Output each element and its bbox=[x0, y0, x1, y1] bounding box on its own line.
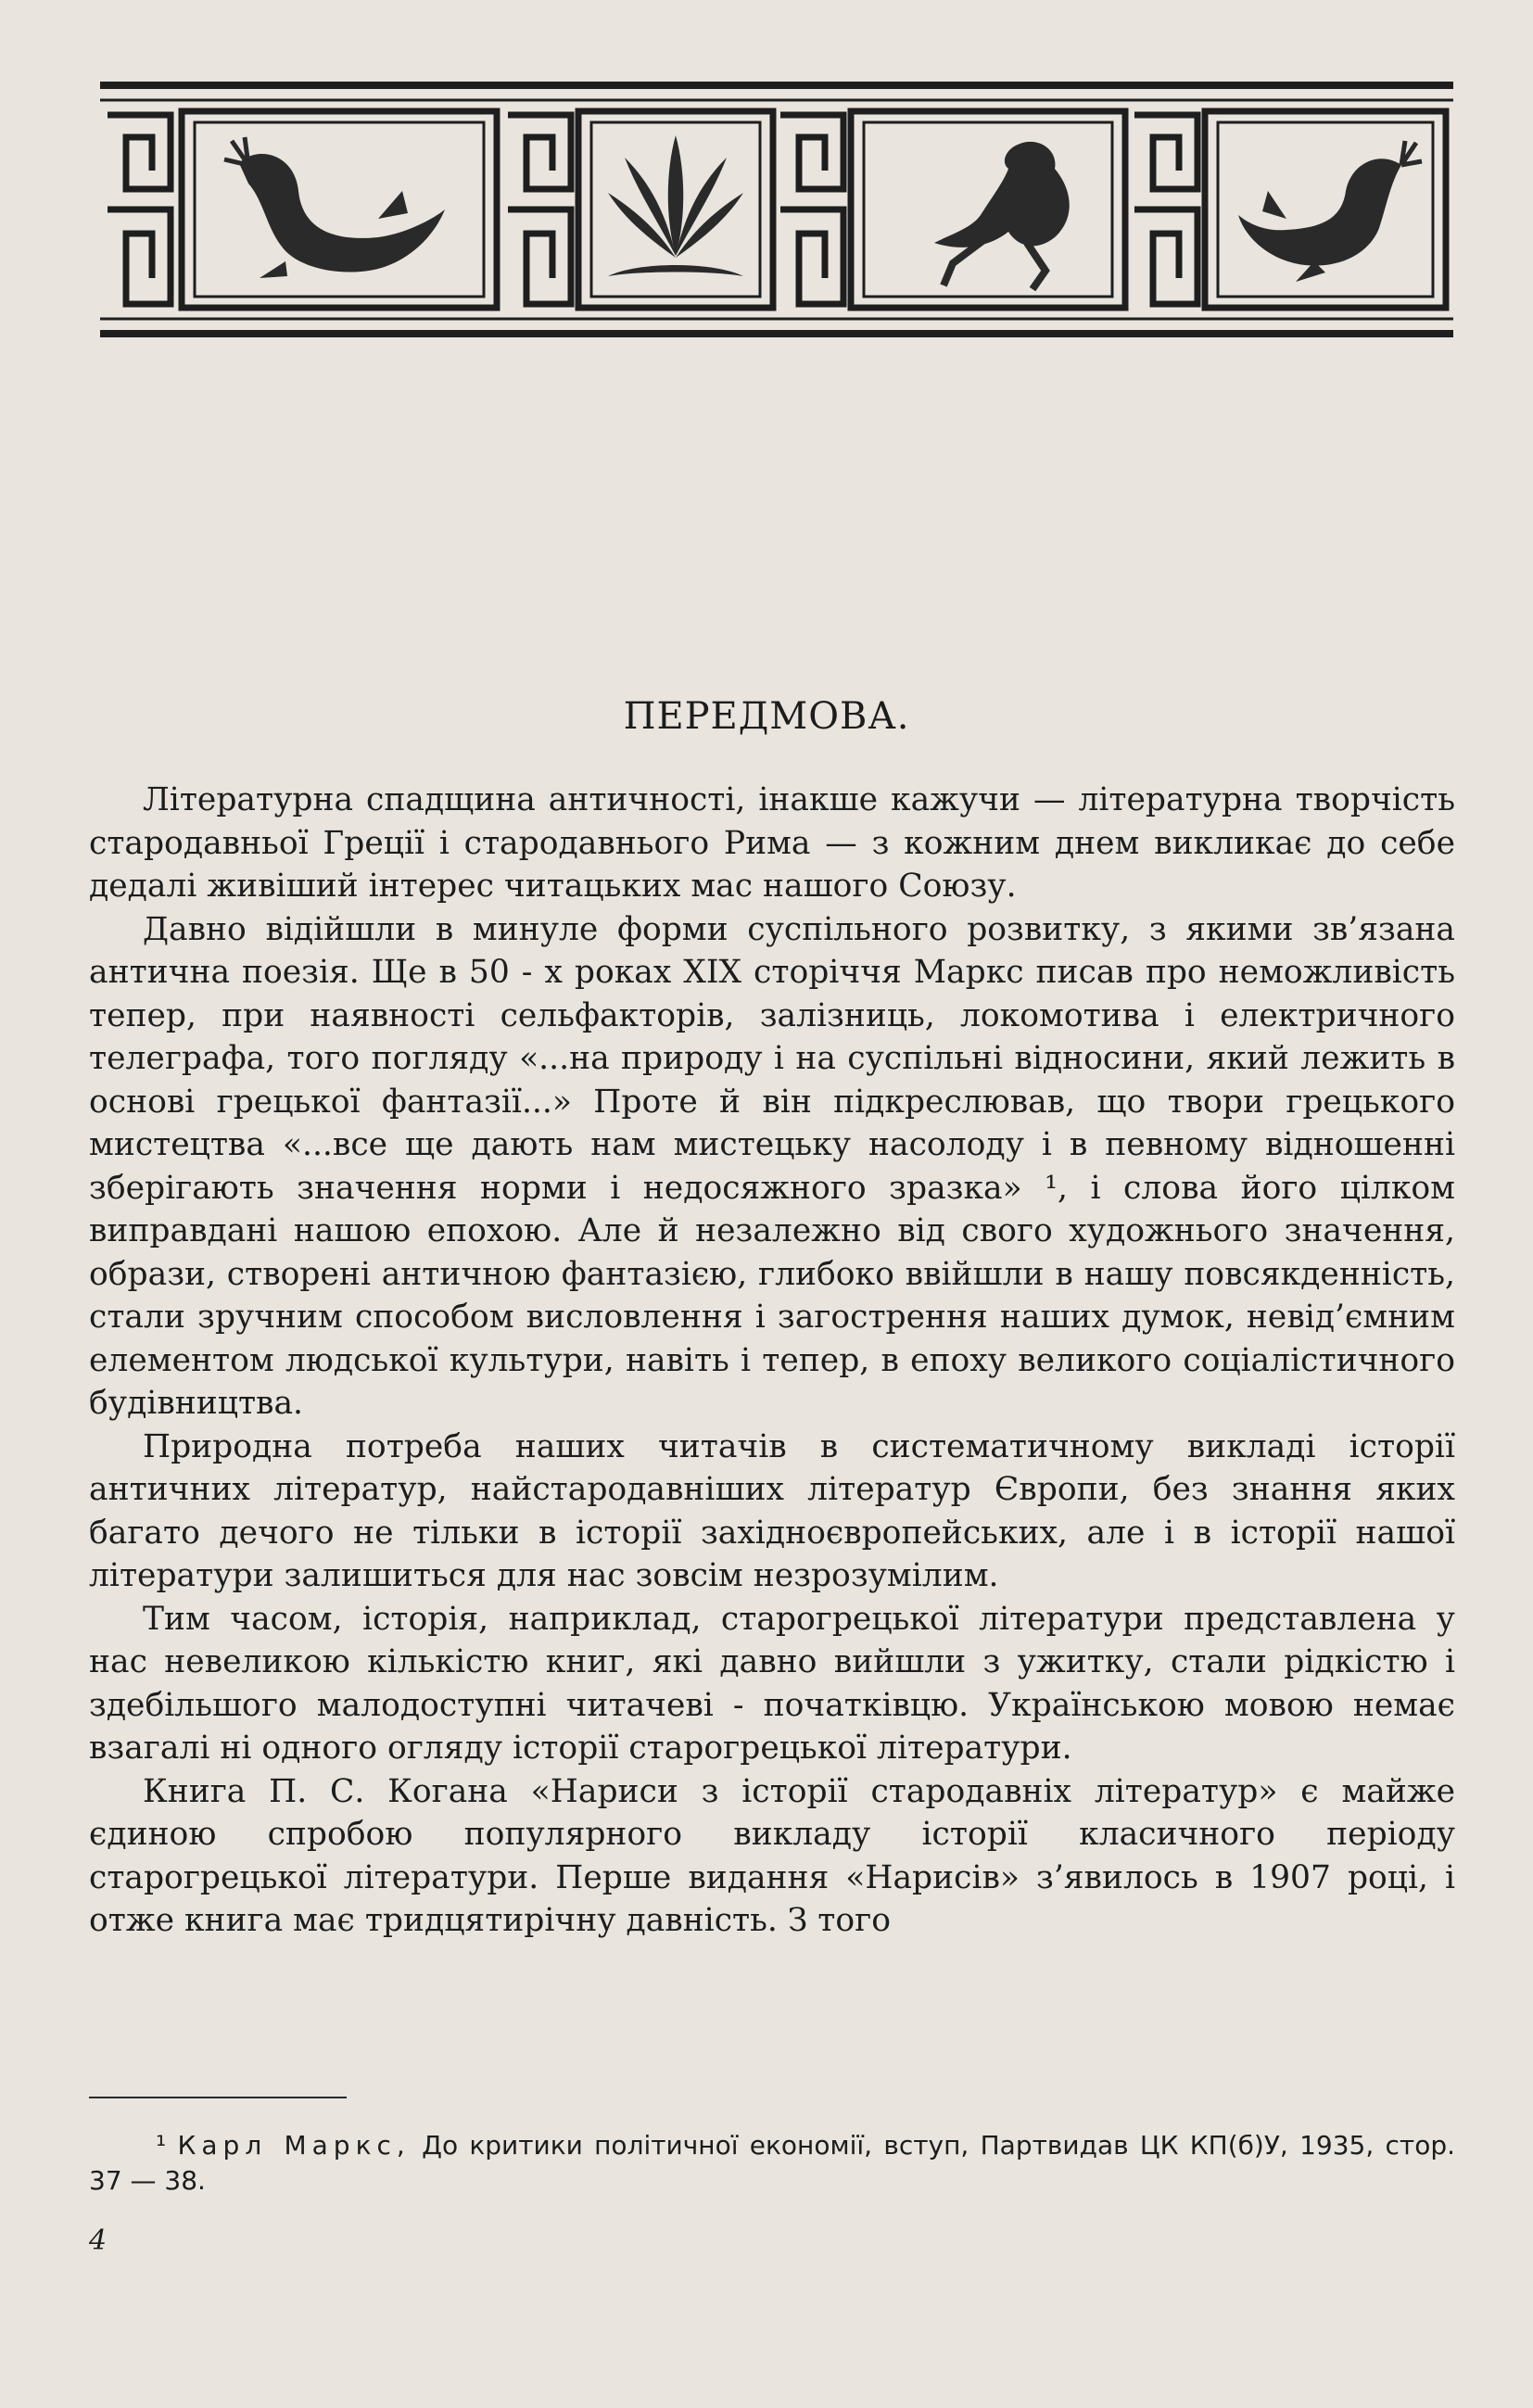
paragraph: Природна потреба наших читачів в систематичному викладі історії античних літератур, найстародавніших літератур Європи, без знання яких багато дечого не тільки в історії західноєвропейських, але і в історії нашої літератури залишиться для нас зовсім незрозумілим. bbox=[89, 1427, 1455, 1594]
hippocamp-figure-icon bbox=[934, 142, 1070, 289]
page-title: ПЕРЕДМОВА. bbox=[623, 695, 910, 738]
meander-pattern-3 bbox=[1134, 115, 1197, 304]
footnote bbox=[89, 2128, 1455, 2199]
footnote-marker: ¹ bbox=[156, 2130, 167, 2161]
page-number: 4 bbox=[89, 2224, 108, 2257]
paragraph: Давно відійшли в минуле форми суспільного розвитку, з якими зв’язана антична поезія. Ще в 50 - х роках XIX сторіччя Маркс писав про неможливість тепер, при наявності сельфакторів, залізниць, локомотива і електричного телеграфа, того погляду «...на природу і на суспільні відносини, який лежить в основі грецької фантазії...» Проте й він підкреслював, що твори грецького мистецтва «...все ще дають нам мистецьку насолоду і в певному відношенні зберігають значення норми і недосяжного зразка» ¹, і слова його цілком виправдані нашою епохою. Але й незалежно від свого художнього значення, образи, створені античною фантазією, глибоко ввійшли в нашу повсякденність, стали зручним способом висловлення і загострення наших думок, невід’ємним елементом людської культури, навіть і тепер, в епоху великого соціалістичного будівництва. bbox=[89, 910, 1455, 1422]
footnote-divider bbox=[89, 2097, 347, 2098]
preface-body bbox=[89, 779, 1455, 1943]
greek-ornament-band bbox=[100, 80, 1453, 339]
meander-pattern-left bbox=[108, 115, 171, 304]
dolphin-figure-icon-2 bbox=[1238, 141, 1422, 282]
dolphin-figure-icon bbox=[224, 137, 445, 278]
footnote-text: До критики політичної економії, вступ, Партвидав ЦК КП(б)У, 1935, стор. 37 — 38. bbox=[89, 2130, 1456, 2196]
paragraph: Тим часом, історія, наприклад, старогрецької літератури представлена у нас невеликою кількістю книг, які давно вийшли з ужитку, стали рідкістю і здебільшого малодоступні читачеві - початківцю. Українською мовою немає взагалі ні одного огляду історії старогрецької літератури. bbox=[89, 1600, 1455, 1767]
meander-pattern-1 bbox=[508, 115, 571, 304]
palmette-ornament-icon bbox=[608, 135, 743, 276]
paragraph: Літературна спадщина античності, інакше кажучи — літературна творчість стародавньої Греції і стародавнього Рима — з кожним днем викликає до себе дедалі живіший інтерес читацьких мас нашого Союзу. bbox=[89, 781, 1455, 905]
paragraph: Книга П. С. Когана «Нариси з історії стародавніх літератур» є майже єдиною спробою популярного викладу історії класичного періоду старогрецької літератури. Перше видання «Нарисів» з’явилось в 1907 році, і отже книга має тридцятирічну давність. З того bbox=[89, 1772, 1455, 1939]
footnote-author: Карл Маркс, bbox=[177, 2130, 411, 2161]
meander-pattern-2 bbox=[780, 115, 843, 304]
